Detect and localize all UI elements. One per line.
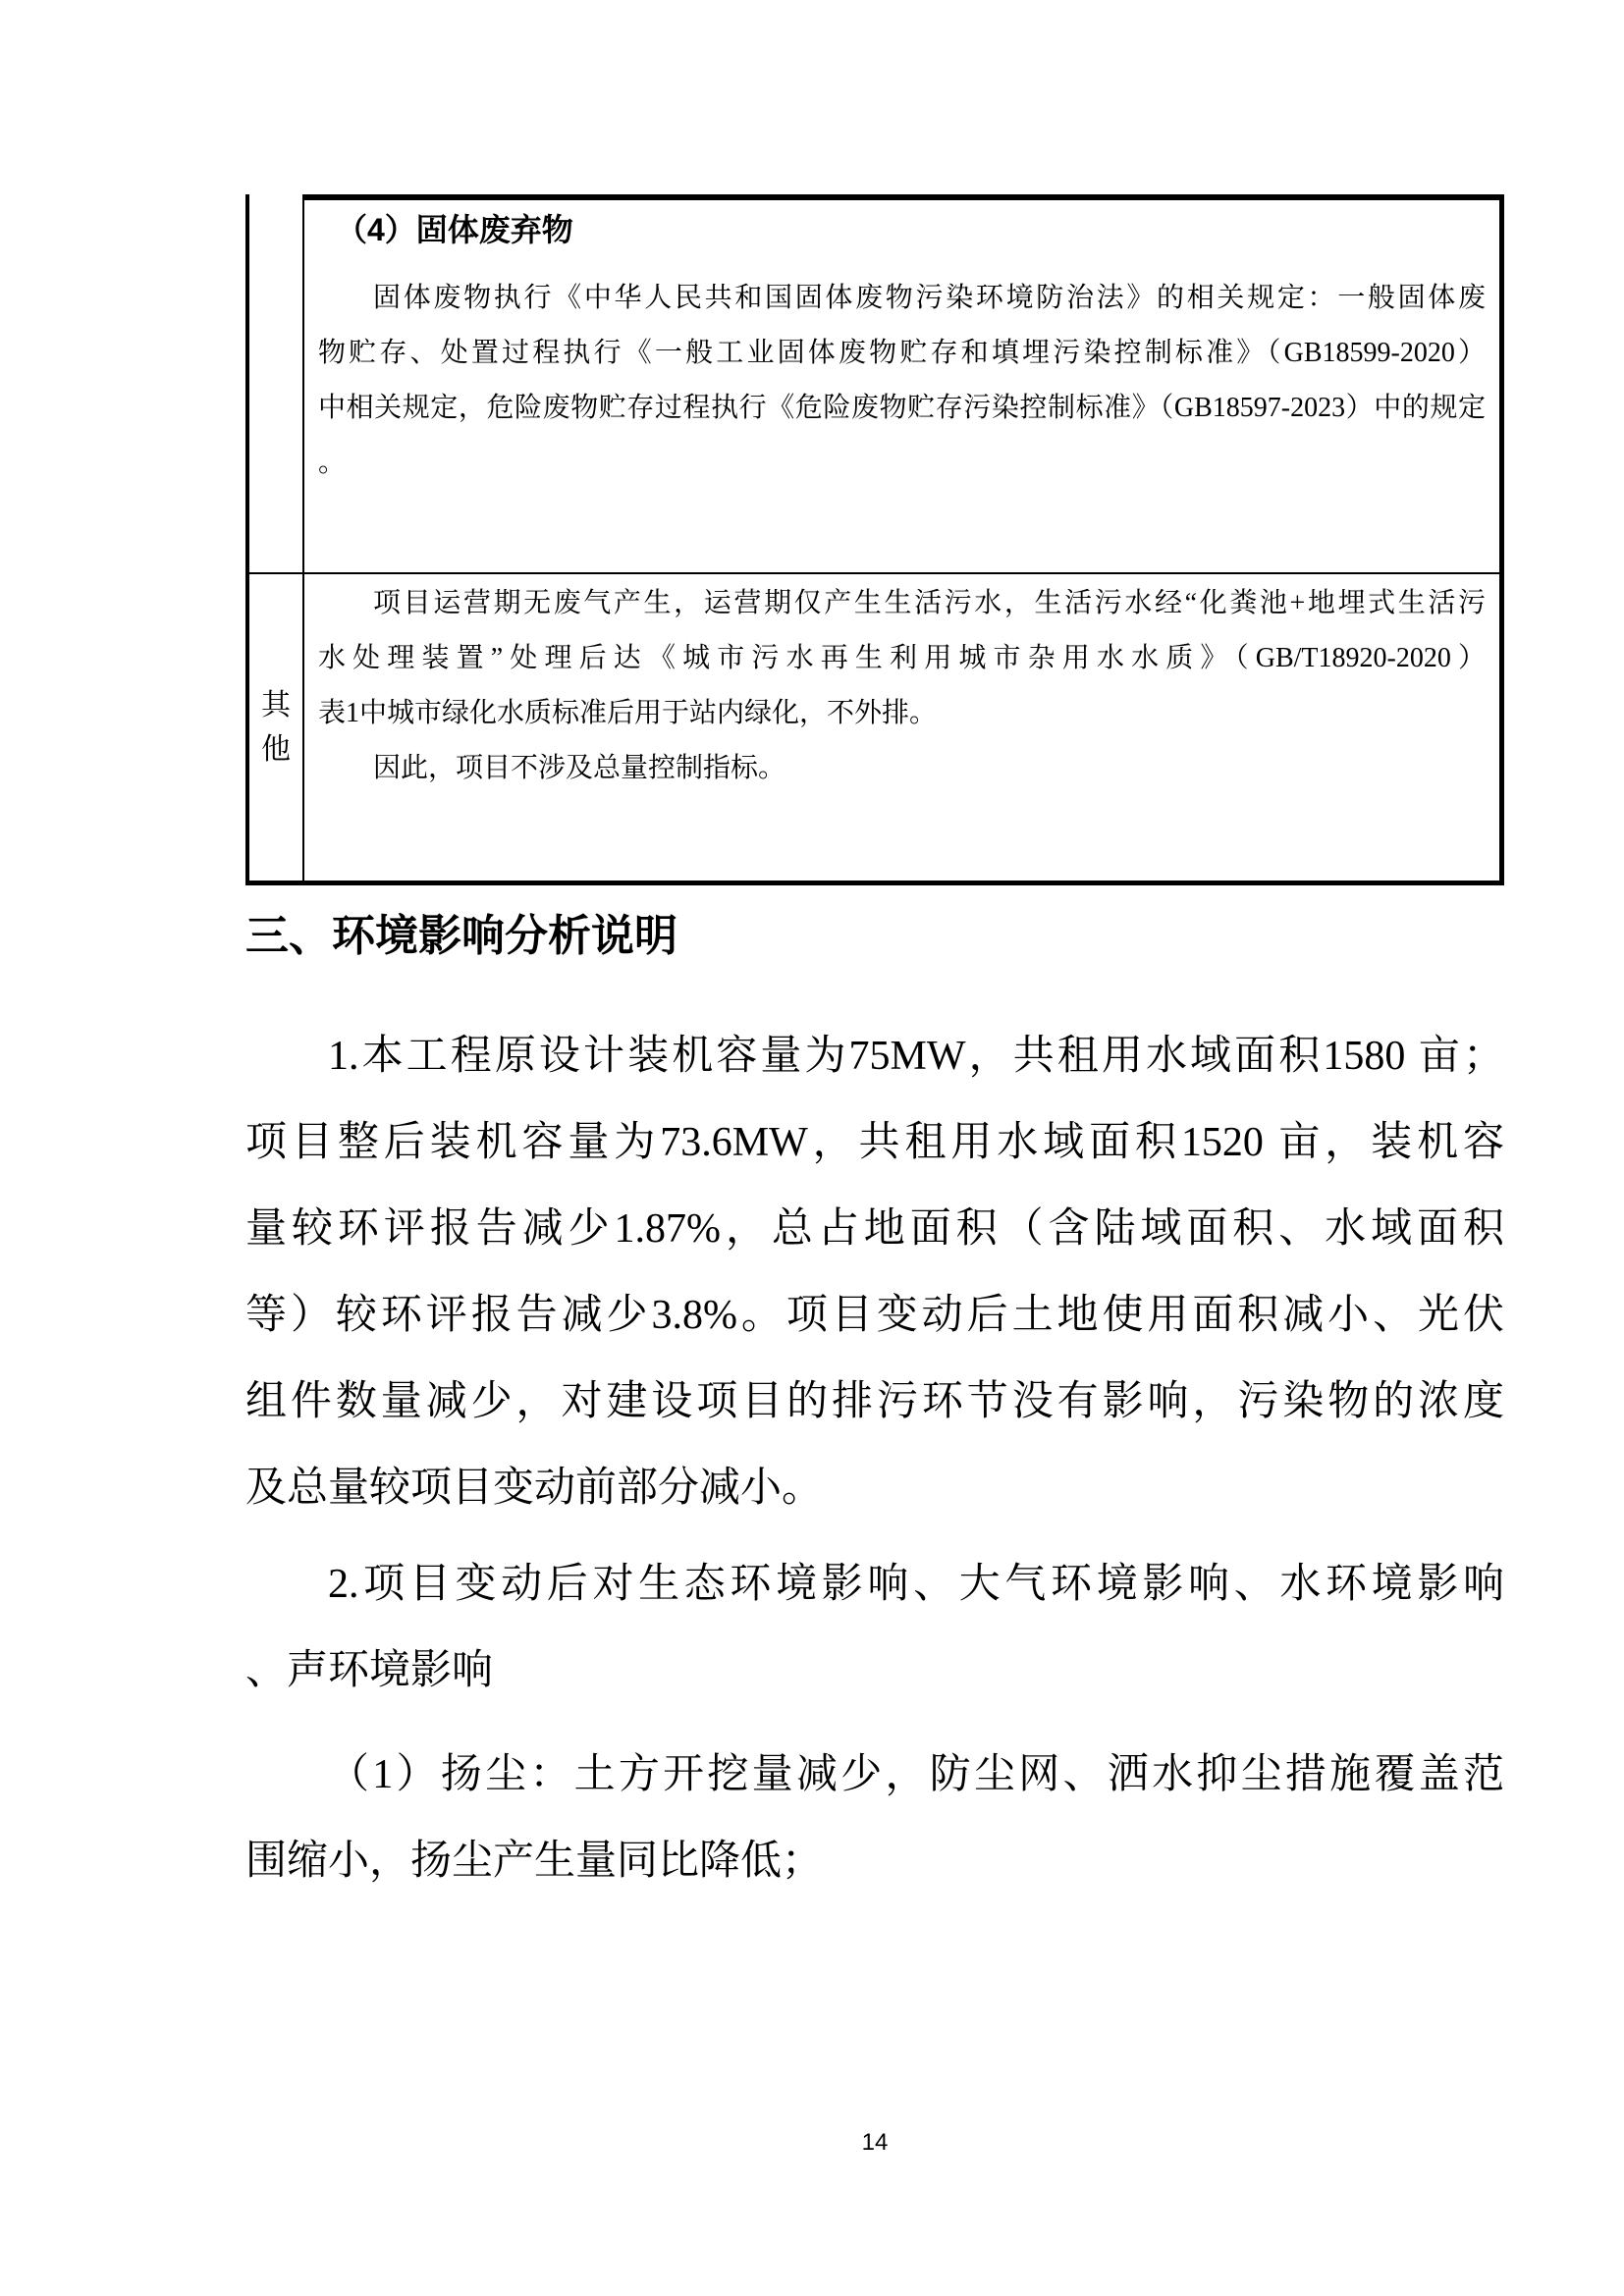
text-line: （1）扬尘：土方开挖量减少，防尘网、洒水抑尘措施覆盖范 xyxy=(328,1752,1504,1797)
row2-content-cell xyxy=(304,574,1499,881)
text-line: 2.项目变动后对生态环境影响、大气环境影响、水环境影响 xyxy=(328,1562,1504,1607)
environment-measures-table xyxy=(245,194,1504,885)
row1-content-cell xyxy=(304,194,1499,572)
text-line: 量较环评报告减少1.87%，总占地面积（含陆域面积、水域面积 xyxy=(245,1206,1504,1252)
text-line: 围缩小，扬尘产生量同比降低； xyxy=(245,1839,824,1884)
text-line: 中相关规定，危险废物贮存过程执行《危险废物贮存污染控制标准》（GB18597-2023）中的规定 xyxy=(318,393,1486,423)
table-row-solid-waste xyxy=(249,194,1499,574)
conclusion-paragraph xyxy=(318,741,1486,796)
solid-waste-paragraph xyxy=(318,271,1486,491)
text-line: 项目整后装机容量为73.6MW，共租用水域面积1520 亩，装机容 xyxy=(245,1120,1504,1165)
text-line: 等）较环评报告减少3.8%。项目变动后土地使用面积减小、光伏 xyxy=(245,1293,1504,1338)
text-line: 因此，项目不涉及总量控制指标。 xyxy=(373,753,786,783)
wastewater-paragraph xyxy=(318,576,1486,741)
text-line: 组件数量减少，对建设项目的排污环节没有影响，污染物的浓度 xyxy=(245,1379,1504,1424)
text-line: 物贮存、处置过程执行《一般工业固体废物贮存和填埋污染控制标准》（GB18599-2020） xyxy=(318,338,1486,368)
row2-label-cell xyxy=(249,574,304,881)
text-line: 。 xyxy=(318,448,347,478)
paragraph-dust xyxy=(245,1732,1504,1904)
table-row-other xyxy=(249,574,1499,881)
section-heading: 三、环境影响分析说明 xyxy=(245,912,677,960)
text-line: 项目运营期无废气产生，运营期仅产生生活污水，生活污水经“化粪池+地埋式生活污 xyxy=(373,588,1486,618)
page-number: 14 xyxy=(861,2129,889,2156)
paragraph-capacity-change xyxy=(245,1013,1504,1531)
text-line: 1.本工程原设计装机容量为75MW，共租用水域面积1580 亩； xyxy=(328,1034,1504,1079)
text-line: 固体废物执行《中华人民共和国固体废物污染环境防治法》的相关规定：一般固体废 xyxy=(373,283,1486,313)
row1-label-cell xyxy=(249,194,304,572)
text-line: 、声环境影响 xyxy=(245,1648,494,1693)
solid-waste-heading: （4）固体废弃物 xyxy=(336,212,573,247)
other-label: 其他 xyxy=(261,689,291,766)
text-line: 表1中城市绿化水质标准后用于站内绿化，不外排。 xyxy=(318,698,938,728)
paragraph-impact-scope xyxy=(245,1541,1504,1714)
text-line: 及总量较项目变动前部分减小。 xyxy=(245,1466,824,1511)
text-line: 水处理装置”处理后达《城市污水再生利用城市杂用水水质》（GB/T18920-2020） xyxy=(318,643,1486,673)
